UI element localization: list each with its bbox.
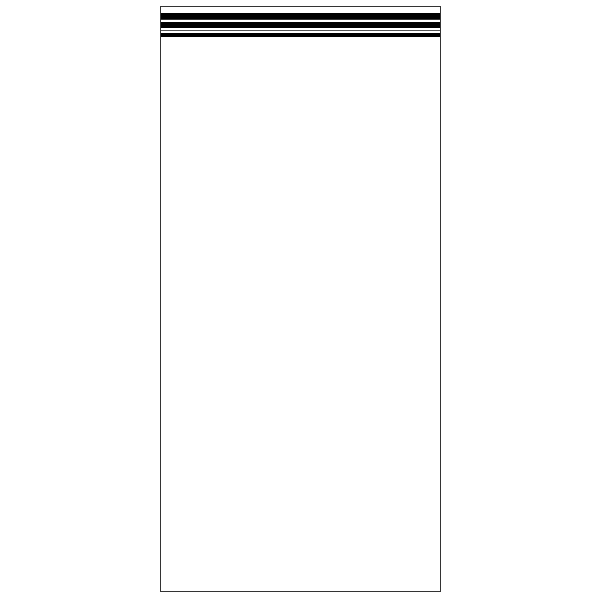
supplement-facts-label	[160, 6, 441, 592]
column-header-row	[161, 19, 440, 20]
thick-divider	[161, 33, 440, 37]
